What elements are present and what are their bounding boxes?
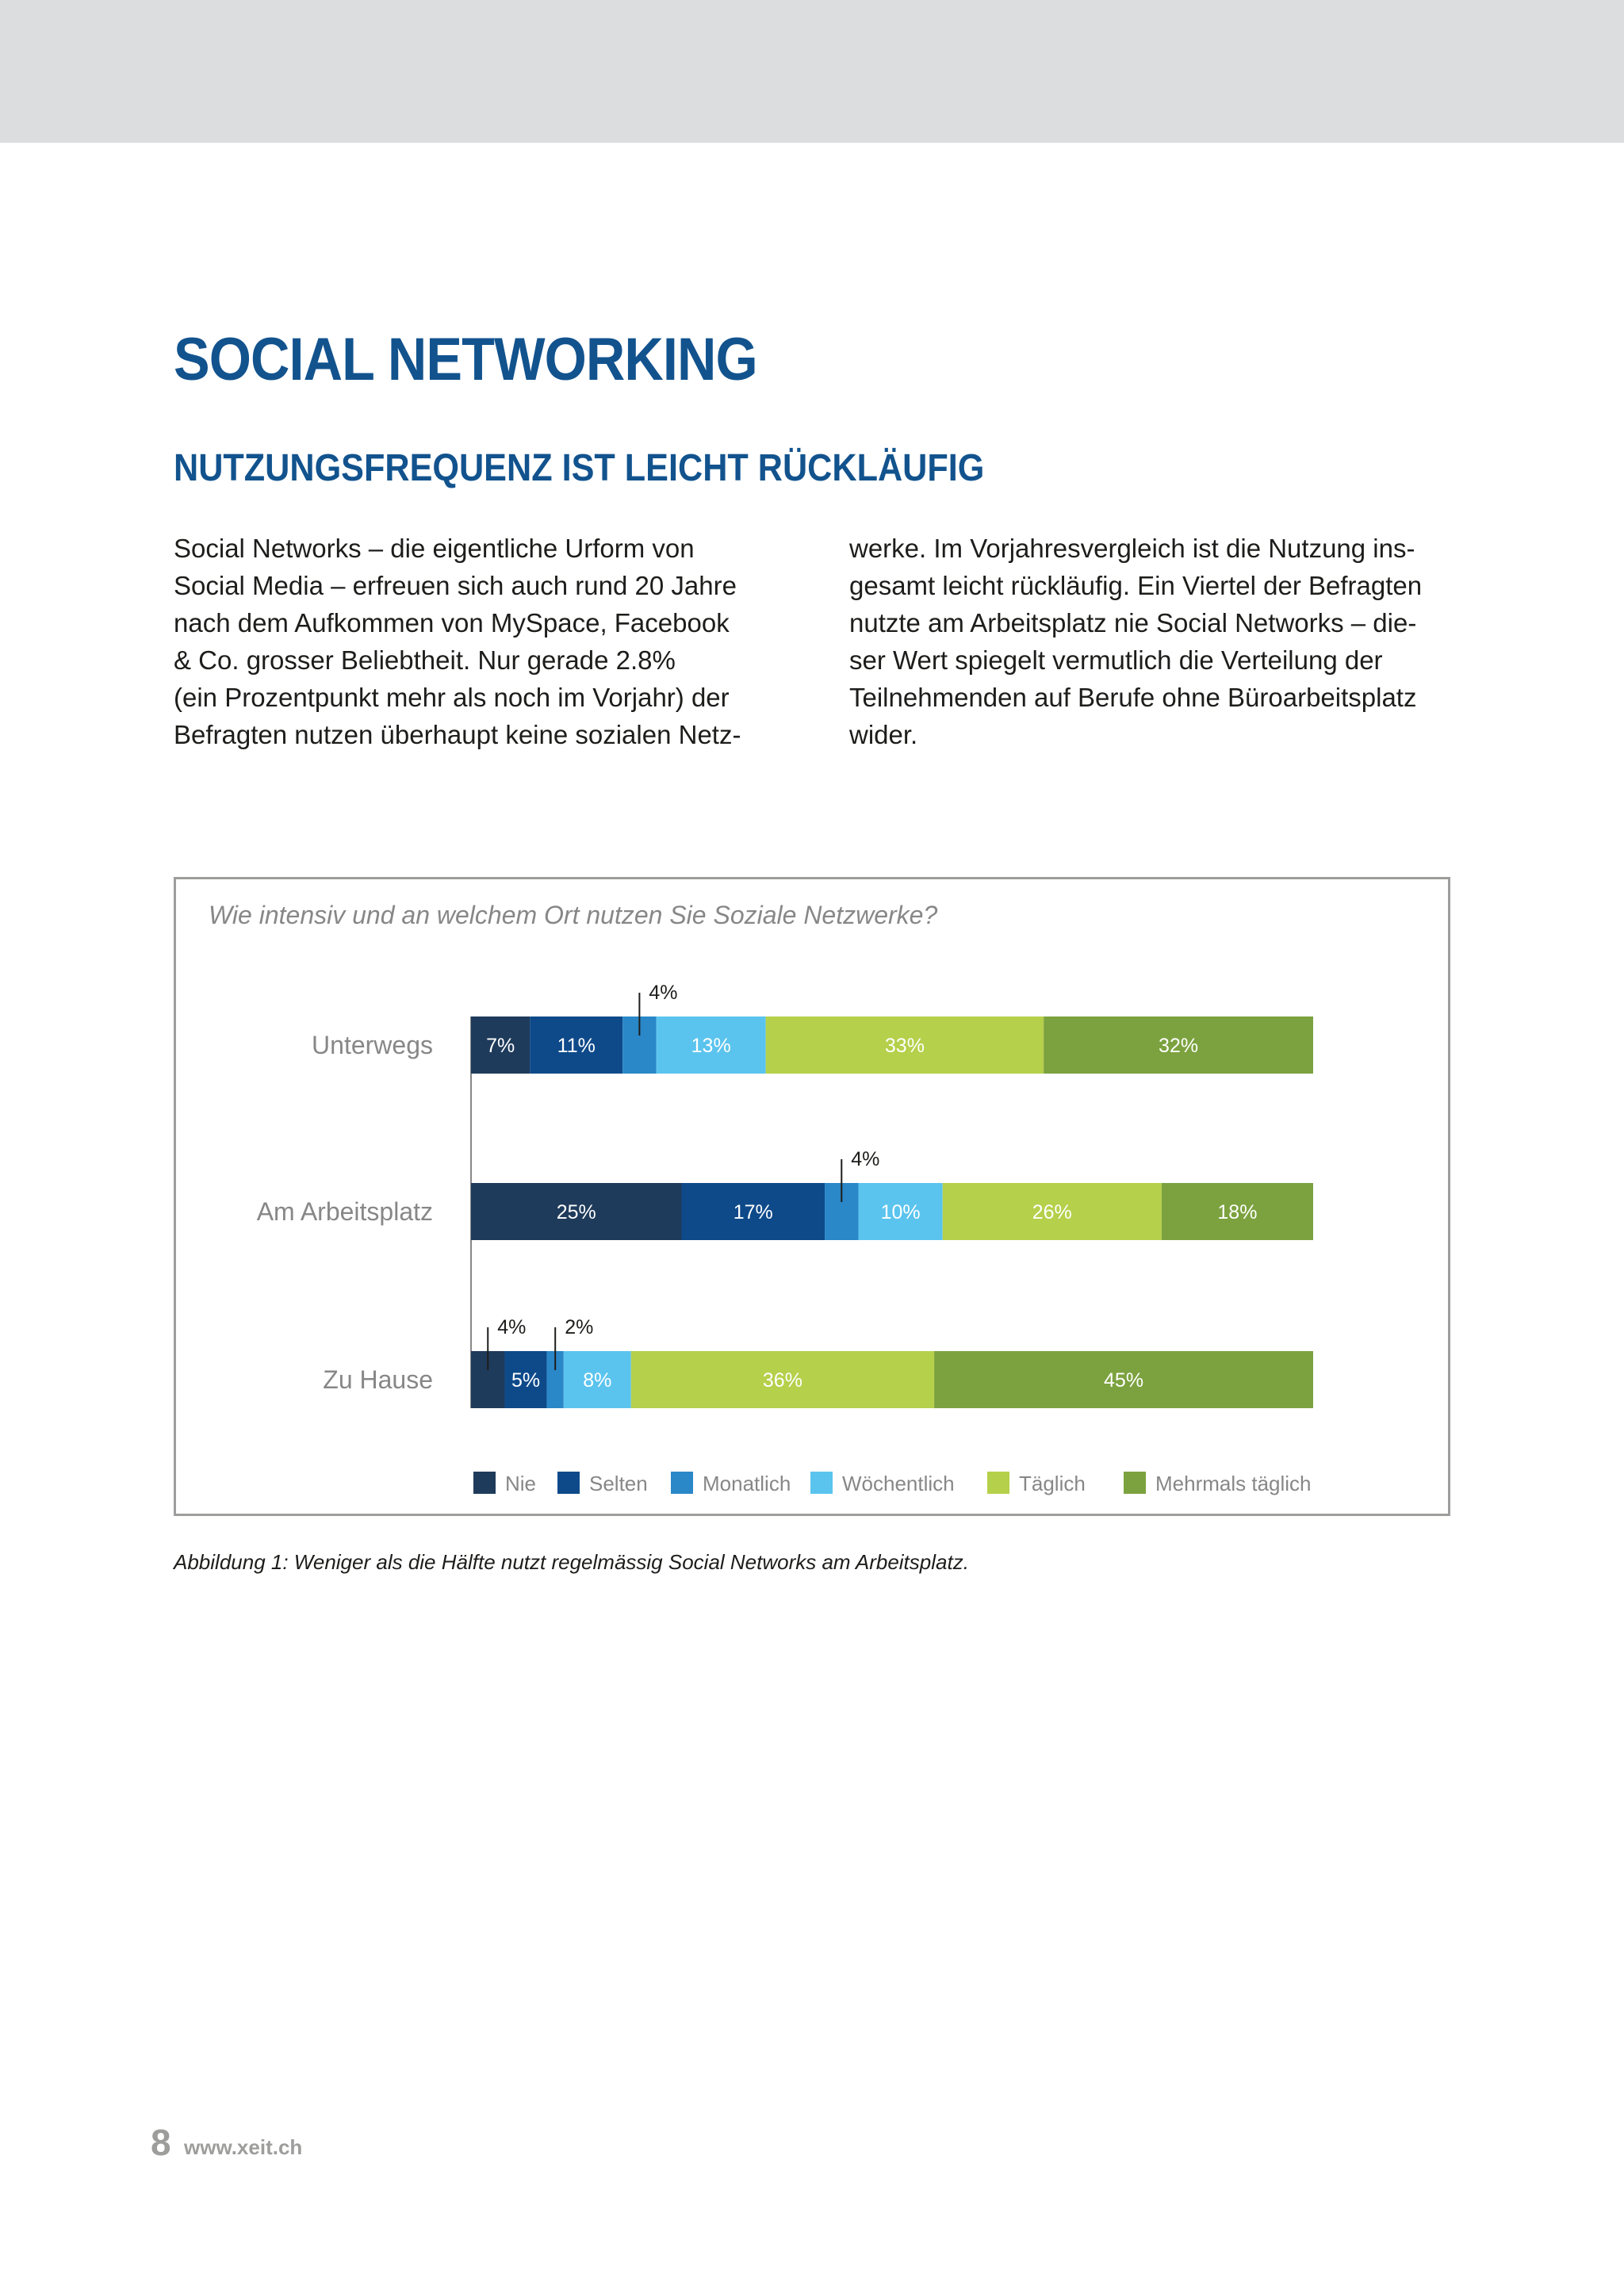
data-label: 4% <box>497 1316 527 1338</box>
body-line: gesamt leicht rückläufig. Ein Viertel der Befragten <box>849 571 1423 600</box>
legend-label: Täglich <box>1019 1472 1086 1495</box>
legend-label: Selten <box>589 1472 648 1495</box>
body-line: Social Media – erfreuen sich auch rund 20 Jahre <box>174 571 737 600</box>
data-label: 13% <box>691 1035 731 1057</box>
data-label: 7% <box>486 1035 515 1057</box>
chart-question: Wie intensiv und an welchem Ort nutzen Sie Soziale Netzwerke? <box>209 901 938 929</box>
category-label: Am Arbeitsplatz <box>256 1197 433 1226</box>
data-label: 33% <box>884 1035 925 1057</box>
footer-url: www.xeit.ch <box>184 2135 303 2159</box>
body-line: Befragten nutzen überhaupt keine sozialen Netz- <box>174 720 741 749</box>
data-label: 32% <box>1159 1035 1199 1057</box>
body-line: & Co. grosser Beliebtheit. Nur gerade 2.8% <box>174 645 676 675</box>
category-label: Unterwegs <box>312 1031 433 1059</box>
data-label: 36% <box>762 1369 802 1392</box>
data-label: 11% <box>557 1035 596 1057</box>
legend-label: Mehrmals täglich <box>1155 1472 1312 1495</box>
data-label: 10% <box>880 1201 921 1223</box>
data-label: 18% <box>1217 1201 1258 1223</box>
body-line: (ein Prozentpunkt mehr als noch im Vorjahr) der <box>174 683 730 712</box>
legend-swatch <box>671 1472 693 1494</box>
data-label: 2% <box>565 1316 594 1338</box>
body-line: wider. <box>849 720 918 749</box>
body-line: Social Networks – die eigentliche Urform von <box>174 534 695 563</box>
legend-swatch <box>557 1472 580 1494</box>
body-line: Teilnehmenden auf Berufe ohne Büroarbeitsplatz <box>849 683 1417 712</box>
body-line: werke. Im Vorjahresvergleich ist die Nutzung ins- <box>849 534 1415 563</box>
legend-swatch <box>987 1472 1009 1494</box>
data-label: 17% <box>733 1201 773 1223</box>
body-line: nutzte am Arbeitsplatz nie Social Networks – die- <box>849 608 1417 637</box>
data-label: 25% <box>556 1201 596 1223</box>
legend-label: Monatlich <box>703 1472 791 1495</box>
category-label: Zu Hause <box>323 1365 433 1394</box>
legend-label: Wöchentlich <box>842 1472 955 1495</box>
page-number: 8 <box>151 2122 171 2163</box>
figure-caption: Abbildung 1: Weniger als die Hälfte nutzt regelmässig Social Networks am Arbeitsplatz. <box>174 1550 969 1574</box>
section-subtitle: NUTZUNGSFREQUENZ IST LEICHT RÜCKLÄUFIG <box>174 447 985 489</box>
body-line: nach dem Aufkommen von MySpace, Facebook <box>174 608 730 637</box>
legend-swatch <box>1124 1472 1146 1494</box>
data-label: 45% <box>1104 1369 1144 1392</box>
page-title: SOCIAL NETWORKING <box>174 326 757 393</box>
legend-label: Nie <box>505 1472 537 1495</box>
data-label: 4% <box>649 982 678 1004</box>
data-label: 26% <box>1032 1201 1072 1223</box>
data-label: 5% <box>511 1369 541 1392</box>
legend-swatch <box>473 1472 496 1494</box>
body-line: ser Wert spiegelt vermutlich die Verteilung der <box>849 645 1383 675</box>
legend-swatch <box>810 1472 833 1494</box>
data-label: 8% <box>583 1369 612 1392</box>
data-label: 4% <box>851 1148 880 1170</box>
